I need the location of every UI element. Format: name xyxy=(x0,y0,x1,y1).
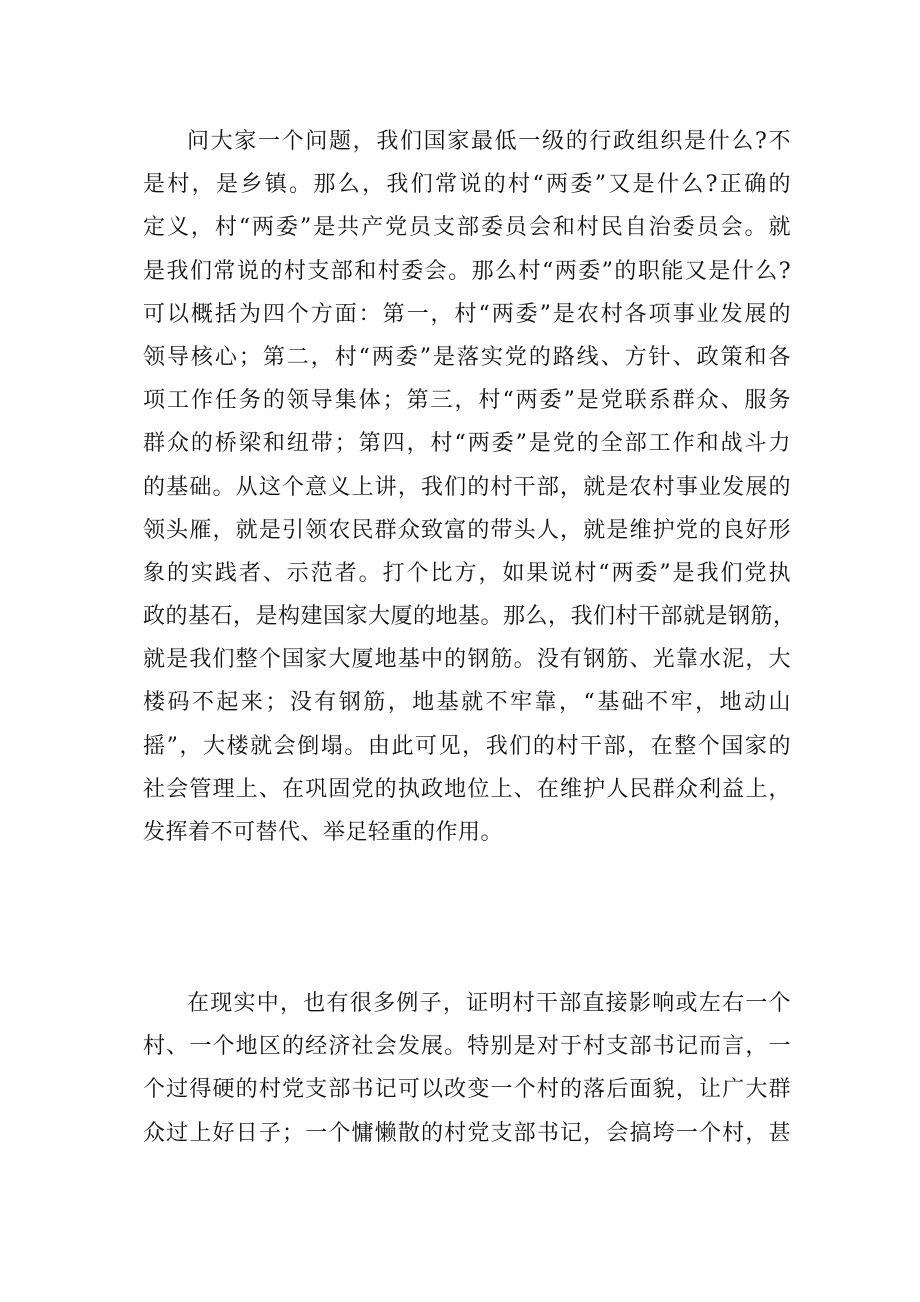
text-line: 定义，村“两委”是共产党员支部委员会和村民自治委员会。就 xyxy=(143,215,791,241)
text-line: 领导核心；第二，村“两委”是落实党的路线、方针、政策和各 xyxy=(143,344,791,370)
text-line: 众过上好日子；一个慵懒散的村党支部书记，会搞垮一个村，甚 xyxy=(143,1120,791,1146)
text-line: 个过得硬的村党支部书记可以改变一个村的落后面貌，让广大群 xyxy=(143,1077,791,1103)
text-line: 发挥着不可替代、举足轻重的作用。 xyxy=(143,820,504,845)
paragraph xyxy=(143,982,791,1155)
text-line: 政的基石，是构建国家大厦的地基。那么，我们村干部就是钢筋， xyxy=(143,604,796,630)
text-line: 村、一个地区的经济社会发展。特别是对于村支部书记而言，一 xyxy=(143,1034,791,1060)
text-line: 是我们常说的村支部和村委会。那么村“两委”的职能又是什么? xyxy=(143,258,791,284)
text-line: 群众的桥梁和纽带；第四，村“两委”是党的全部工作和战斗力 xyxy=(143,431,791,457)
text-line: 就是我们整个国家大厦地基中的钢筋。没有钢筋、光靠水泥，大 xyxy=(143,647,791,673)
text-line: 的基础。从这个意义上讲，我们的村干部，就是农村事业发展的 xyxy=(143,474,791,500)
text-line: 楼码不起来；没有钢筋，地基就不牢靠，“基础不牢，地动山 xyxy=(143,690,791,716)
text-line: 领头雁，就是引领农民群众致富的带头人，就是维护党的良好形 xyxy=(143,517,791,543)
text-line: 项工作任务的领导集体；第三，村“两委”是党联系群众、服务 xyxy=(143,388,791,414)
paragraph xyxy=(143,120,796,854)
text-line: 可以概括为四个方面：第一，村“两委”是农村各项事业发展的 xyxy=(143,301,791,327)
text-line: 问大家一个问题，我们国家最低一级的行政组织是什么?不 xyxy=(187,129,791,154)
text-line: 是村，是乡镇。那么，我们常说的村“两委”又是什么?正确的 xyxy=(143,172,791,198)
text-line: 摇”，大楼就会倒塌。由此可见，我们的村干部，在整个国家的 xyxy=(143,733,791,759)
text-line: 象的实践者、示范者。打个比方，如果说村“两委”是我们党执 xyxy=(143,560,791,586)
text-line: 在现实中，也有很多例子，证明村干部直接影响或左右一个 xyxy=(187,991,791,1016)
text-line: 社会管理上、在巩固党的执政地位上、在维护人民群众利益上， xyxy=(143,776,791,802)
